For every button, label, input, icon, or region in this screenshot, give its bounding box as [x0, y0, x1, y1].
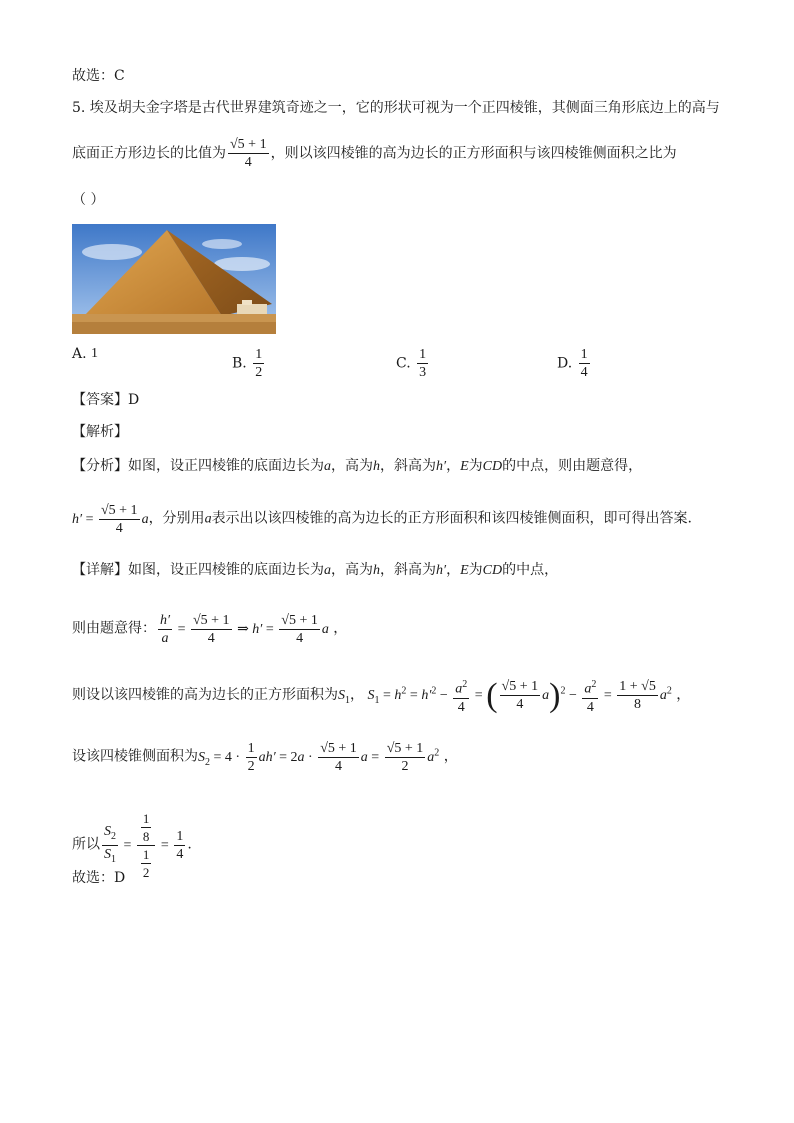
detail-step-4: 所以 $\frac{S_2}{S_1}$ = $\frac{\frac{1}{8}}{\frac{1}{2}}$ = $\frac{1}{4}$ .: [72, 811, 192, 880]
option-a: A. 1: [72, 346, 99, 362]
answer-blank: （ ）: [72, 192, 105, 208]
question-line-2-post: ，则以该四棱锥的高为边长的正方形面积与该四棱锥侧面积之比为: [270, 145, 677, 162]
fenxi-line-2: h′ = $\frac{√5 + 1}{4}$ a，分别用a表示出以该四棱锥的高为边长的正方形面积和该四棱锥侧面积，即可得出答案.: [72, 503, 693, 536]
analysis-tag: 【解析】: [72, 424, 128, 440]
detail-step-1: 则由题意得： $\frac{h'}{a}$ = $\frac{√5 + 1}{4}$ ⇒ h′ = $\frac{√5 + 1}{4}$ a ，: [72, 613, 348, 646]
answer-line: [72, 390, 139, 410]
option-c-numerator: 1: [419, 347, 427, 362]
option-b: B. $\frac{1}{2}$: [232, 347, 263, 380]
detail-step-2: 则设以该四棱锥的高为边长的正方形面积为$S_1$， $S_1 = h^2 = h'^2$ − $\frac{a^2}{4}$ = ( $\frac{√5 + 1}{4}$ a)$^2$ − $\frac{a^2}{4}$ = $\frac{1 + √5}{8}$ $a^2$ ，: [72, 676, 691, 715]
question-line-1: 5. 埃及胡夫金字塔是古代世界建筑奇迹之一，它的形状可视为一个正四棱锥，其侧面三角形底边上的高与: [72, 100, 720, 116]
option-b-numerator: 1: [255, 347, 263, 362]
option-b-denominator: 2: [255, 365, 263, 380]
previous-answer: 故选：C: [72, 68, 125, 84]
detail-step-3: 设该四棱锥侧面积为$S_2 = 4$ · $\frac{1}{2}$ ah′ = 2a · $\frac{√5 + 1}{4}$ a = $\frac{√5 + 1}{2}$ $a^2$ ，: [72, 741, 458, 774]
fenxi-line-1: 【分析】如图，设正四棱锥的底面边长为a，高为h，斜高为h′，E为CD的中点，则由题意得，: [72, 458, 643, 474]
option-c-denominator: 3: [419, 365, 427, 380]
ratio-fraction: [228, 136, 269, 171]
option-d-numerator: 1: [580, 347, 588, 362]
ratio-numerator: √5 + 1: [230, 137, 267, 152]
option-d-denominator: 4: [580, 365, 588, 380]
final-answer: 故选：D: [72, 870, 126, 886]
question-line-2: [72, 136, 677, 171]
pyramid-photo: [72, 224, 276, 334]
detail-line-1: 【详解】如图，设正四棱锥的底面边长为a，高为h，斜高为h′，E为CD的中点，: [72, 562, 559, 578]
option-d: D. $\frac{1}{4}$: [557, 347, 588, 380]
answer-value: D: [128, 392, 140, 408]
ratio-denominator: 4: [244, 155, 252, 170]
option-c: C. $\frac{1}{3}$: [396, 347, 427, 380]
answer-tag: 【答案】: [72, 392, 128, 408]
question-line-2-pre: 底面正方形边长的比值为: [72, 145, 226, 162]
